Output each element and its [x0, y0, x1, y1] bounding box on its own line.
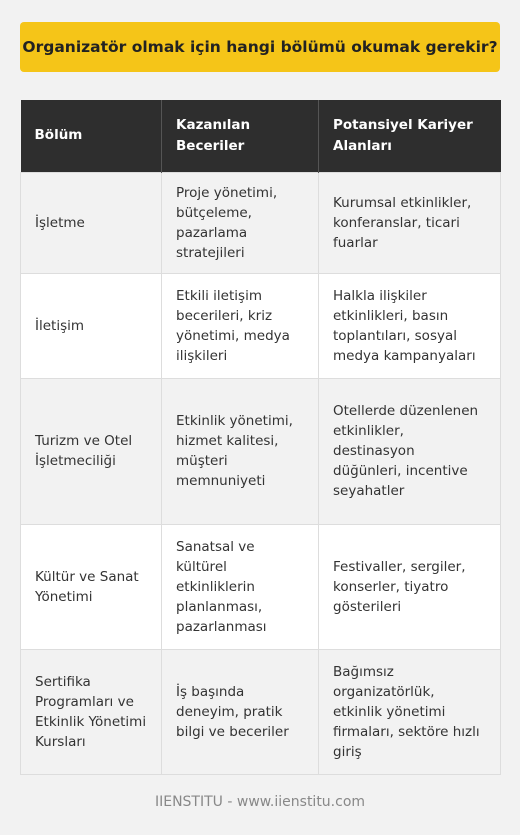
table-header-row: [21, 100, 501, 172]
cell-skills: Etkinlik yönetimi, hizmet kalitesi, müşteri memnuniyeti: [162, 378, 319, 524]
cell-careers: Otellerde düzenlenen etkinlikler, destinasyon düğünleri, incentive seyahatler: [319, 378, 501, 524]
page-title: Organizatör olmak için hangi bölümü okumak gerekir?: [22, 38, 498, 56]
table-row: [21, 524, 501, 649]
header-department: Bölüm: [21, 100, 162, 172]
cell-department: Turizm ve Otel İşletmeciliği: [21, 378, 162, 524]
cell-department: İletişim: [21, 273, 162, 378]
cell-careers: Halkla ilişkiler etkinlikleri, basın toplantıları, sosyal medya kampanyaları: [319, 273, 501, 378]
cell-careers: Kurumsal etkinlikler, konferanslar, ticari fuarlar: [319, 172, 501, 273]
cell-department: Sertifika Programları ve Etkinlik Yönetimi Kursları: [21, 649, 162, 774]
title-banner: [20, 22, 500, 72]
table-row: [21, 172, 501, 273]
cell-careers: Bağımsız organizatörlük, etkinlik yönetimi firmaları, sektöre hızlı giriş: [319, 649, 501, 774]
cell-skills: Etkili iletişim becerileri, kriz yönetimi, medya ilişkileri: [162, 273, 319, 378]
cell-department: İşletme: [21, 172, 162, 273]
cell-skills: Proje yönetimi, bütçeleme, pazarlama stratejileri: [162, 172, 319, 273]
table-row: [21, 378, 501, 524]
cell-skills: İş başında deneyim, pratik bilgi ve beceriler: [162, 649, 319, 774]
cell-careers: Festivaller, sergiler, konserler, tiyatro gösterileri: [319, 524, 501, 649]
table-row: [21, 649, 501, 774]
footer-credit: IIENSTITU - www.iienstitu.com: [154, 794, 366, 810]
cell-skills: Sanatsal ve kültürel etkinliklerin planlanması, pazarlanması: [162, 524, 319, 649]
career-table: [20, 100, 501, 775]
header-skills: Kazanılan Beceriler: [162, 100, 319, 172]
header-careers: Potansiyel Kariyer Alanları: [319, 100, 501, 172]
table-row: [21, 273, 501, 378]
cell-department: Kültür ve Sanat Yönetimi: [21, 524, 162, 649]
